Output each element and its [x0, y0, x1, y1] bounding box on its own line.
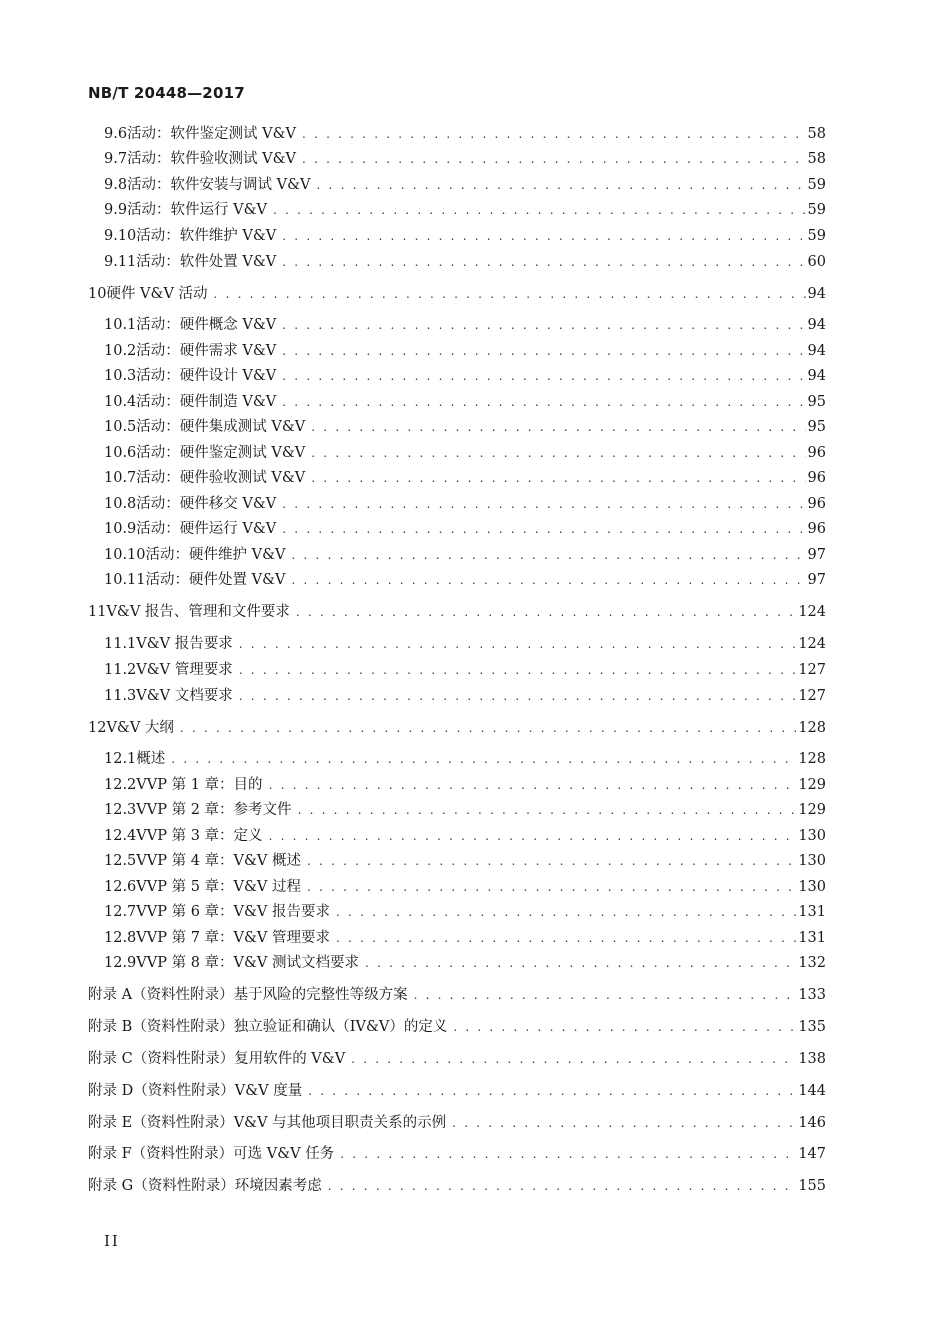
toc-leader-dots — [317, 175, 806, 195]
toc-entry[interactable] — [104, 200, 826, 220]
toc-entry-number: 附录 A（资料性附录） — [88, 987, 234, 1003]
toc-entry[interactable] — [88, 985, 826, 1005]
toc-entry-page: 59 — [807, 202, 826, 218]
toc-entry-number: 9.7 — [104, 151, 128, 167]
toc-leader-dots — [282, 226, 805, 246]
toc-entry[interactable] — [104, 252, 826, 272]
toc-entry-number: 12.9 — [104, 955, 137, 971]
toc-entry-title: 活动：软件处置 V&V — [136, 254, 277, 270]
toc-entry-title: V&V 管理要求 — [136, 662, 233, 678]
toc-entry-page: 138 — [798, 1051, 826, 1067]
toc-leader-dots — [269, 826, 797, 846]
toc-entry-number: 9.8 — [104, 177, 128, 193]
toc-entry-number: 11.3 — [104, 688, 137, 704]
toc-entry[interactable] — [104, 570, 826, 590]
toc-leader-dots — [307, 877, 796, 897]
toc-leader-dots — [453, 1017, 796, 1037]
toc-entry-page: 132 — [798, 955, 826, 971]
toc-entry[interactable] — [104, 660, 826, 680]
toc-entry-page: 96 — [807, 496, 826, 512]
toc-entry-title: 活动：软件安装与调试 V&V — [127, 177, 311, 193]
toc-entry-title: 概述 — [136, 751, 166, 767]
toc-entry-page: 94 — [807, 368, 826, 384]
toc-entry-title: 活动：硬件验收测试 V&V — [136, 470, 306, 486]
toc-entry-title: VVP 第 5 章：V&V 过程 — [136, 879, 302, 895]
toc-entry-number: 9.9 — [104, 202, 128, 218]
toc-entry-page: 97 — [807, 572, 826, 588]
toc-entry-title: 活动：硬件移交 V&V — [136, 496, 277, 512]
toc-entry[interactable] — [104, 545, 826, 565]
toc-entry[interactable] — [104, 877, 826, 897]
toc-leader-dots — [336, 902, 796, 922]
toc-entry-number: 10.3 — [104, 368, 137, 384]
toc-entry[interactable] — [104, 902, 826, 922]
toc-entry[interactable] — [104, 417, 826, 437]
toc-entry-title: 活动：硬件维护 V&V — [145, 547, 286, 563]
toc-entry-title: 活动：硬件运行 V&V — [136, 521, 277, 537]
toc-leader-dots — [282, 252, 805, 272]
toc-entry[interactable] — [88, 718, 826, 738]
toc-entry-title: 活动：软件鉴定测试 V&V — [127, 126, 297, 142]
toc-entry-page: 155 — [798, 1178, 826, 1194]
toc-entry-page: 130 — [798, 853, 826, 869]
toc-entry[interactable] — [104, 634, 826, 654]
toc-entry[interactable] — [104, 826, 826, 846]
toc-leader-dots — [302, 124, 806, 144]
toc-entry-number: 10.1 — [104, 317, 137, 333]
toc-entry[interactable] — [88, 1113, 826, 1133]
toc-entry-number: 12.2 — [104, 777, 137, 793]
toc-entry-title: V&V 与其他项目职责关系的示例 — [233, 1115, 447, 1131]
toc-entry-title: 复用软件的 V&V — [234, 1051, 346, 1067]
toc-leader-dots — [171, 749, 796, 769]
toc-leader-dots — [282, 494, 805, 514]
toc-entry-number: 附录 D（资料性附录） — [88, 1083, 235, 1099]
toc-entry-title: 活动：软件验收测试 V&V — [127, 151, 297, 167]
toc-entry[interactable] — [104, 366, 826, 386]
toc-entry[interactable] — [88, 1049, 826, 1069]
toc-entry[interactable] — [88, 602, 826, 622]
toc-entry-title: 独立验证和确认（IV&V）的定义 — [233, 1019, 448, 1035]
toc-entry[interactable] — [104, 775, 826, 795]
toc-entry-title: VVP 第 4 章：V&V 概述 — [136, 853, 302, 869]
toc-entry-title: V&V 报告、管理和文件要求 — [106, 604, 290, 620]
toc-entry-title: 活动：硬件集成测试 V&V — [136, 419, 306, 435]
toc-entry[interactable] — [104, 341, 826, 361]
toc-leader-dots — [239, 634, 797, 654]
toc-entry-title: 基于风险的完整性等级方案 — [233, 987, 408, 1003]
toc-entry[interactable] — [104, 315, 826, 335]
toc-entry-number: 9.10 — [104, 228, 137, 244]
toc-leader-dots — [239, 686, 797, 706]
toc-leader-dots — [239, 660, 797, 680]
toc-entry-number: 10.9 — [104, 521, 137, 537]
toc-leader-dots — [414, 985, 797, 1005]
toc-entry[interactable] — [104, 928, 826, 948]
toc-entry-page: 129 — [798, 802, 826, 818]
toc-entry-title: 活动：硬件处置 V&V — [145, 572, 286, 588]
toc-entry-number: 10.6 — [104, 445, 137, 461]
toc-entry-number: 12.6 — [104, 879, 137, 895]
toc-entry-number: 11 — [88, 604, 107, 620]
toc-entry-page: 128 — [798, 751, 826, 767]
toc-entry[interactable] — [88, 1144, 826, 1164]
toc-entry-number: 12 — [88, 720, 107, 736]
toc-entry-page: 58 — [807, 126, 826, 142]
toc-entry-number: 10.2 — [104, 343, 137, 359]
toc-leader-dots — [296, 602, 796, 622]
toc-leader-dots — [308, 1081, 796, 1101]
toc-entry-title: 活动：硬件概念 V&V — [136, 317, 277, 333]
toc-leader-dots — [307, 851, 796, 871]
toc-entry-number: 12.8 — [104, 930, 137, 946]
toc-entry-number: 附录 B（资料性附录） — [88, 1019, 234, 1035]
toc-entry-page: 59 — [807, 177, 826, 193]
toc-entry-number: 12.5 — [104, 853, 137, 869]
toc-entry-title: 活动：硬件设计 V&V — [136, 368, 277, 384]
toc-leader-dots — [269, 775, 797, 795]
toc-entry[interactable] — [104, 226, 826, 246]
toc-entry-number: 11.2 — [104, 662, 137, 678]
toc-entry-title: VVP 第 7 章：V&V 管理要求 — [136, 930, 331, 946]
toc-entry[interactable] — [104, 468, 826, 488]
toc-entry-title: V&V 度量 — [234, 1083, 303, 1099]
toc-entry-number: 10.7 — [104, 470, 137, 486]
toc-leader-dots — [365, 953, 796, 973]
toc-entry-title: 活动：硬件制造 V&V — [136, 394, 277, 410]
toc-entry-page: 130 — [798, 828, 826, 844]
toc-leader-dots — [298, 800, 797, 820]
toc-entry-page: 124 — [798, 604, 826, 620]
toc-entry-number: 附录 F（资料性附录） — [88, 1146, 234, 1162]
toc-entry-page: 147 — [798, 1146, 826, 1162]
toc-entry-title: 活动：软件运行 V&V — [127, 202, 268, 218]
toc-leader-dots — [291, 570, 805, 590]
toc-entry-number: 12.7 — [104, 904, 137, 920]
toc-leader-dots — [282, 315, 805, 335]
toc-entry-page: 124 — [798, 636, 826, 652]
toc-leader-dots — [311, 417, 805, 437]
toc-entry-page: 94 — [807, 317, 826, 333]
toc-entry-page: 95 — [807, 394, 826, 410]
toc-entry-page: 130 — [798, 879, 826, 895]
toc-entry[interactable] — [104, 443, 826, 463]
toc-entry-page: 133 — [798, 987, 826, 1003]
toc-leader-dots — [340, 1144, 796, 1164]
toc-entry-page: 131 — [798, 930, 826, 946]
toc-leader-dots — [282, 366, 805, 386]
toc-entry-title: VVP 第 6 章：V&V 报告要求 — [136, 904, 331, 920]
toc-leader-dots — [302, 149, 806, 169]
toc-entry[interactable] — [104, 749, 826, 769]
document-number-header: NB/T 20448—2017 — [88, 84, 245, 102]
toc-entry[interactable] — [88, 1017, 826, 1037]
toc-entry-number: 9.6 — [104, 126, 128, 142]
toc-entry[interactable] — [104, 519, 826, 539]
toc-entry-number: 10.10 — [104, 547, 146, 563]
toc-entry-page: 94 — [807, 343, 826, 359]
toc-entry-number: 10.8 — [104, 496, 137, 512]
toc-leader-dots — [336, 928, 796, 948]
toc-entry[interactable] — [104, 392, 826, 412]
toc-entry-title: 活动：硬件鉴定测试 V&V — [136, 445, 306, 461]
toc-leader-dots — [282, 519, 805, 539]
toc-entry-title: 活动：软件维护 V&V — [136, 228, 277, 244]
toc-leader-dots — [311, 443, 805, 463]
toc-entry-number: 10.5 — [104, 419, 137, 435]
toc-entry-page: 94 — [807, 286, 826, 302]
toc-entry-title: V&V 大纲 — [106, 720, 174, 736]
toc-entry-number: 10 — [88, 286, 107, 302]
toc-entry-title: VVP 第 8 章：V&V 测试文档要求 — [136, 955, 360, 971]
toc-entry[interactable] — [104, 124, 826, 144]
toc-entry-page: 96 — [807, 470, 826, 486]
toc-leader-dots — [282, 392, 805, 412]
toc-entry-number: 12.3 — [104, 802, 137, 818]
toc-entry-title: VVP 第 3 章：定义 — [136, 828, 263, 844]
toc-entry-page: 146 — [798, 1115, 826, 1131]
toc-entry-number: 12.1 — [104, 751, 137, 767]
page-number: II — [104, 1232, 120, 1250]
toc-leader-dots — [328, 1176, 797, 1196]
toc-leader-dots — [351, 1049, 796, 1069]
toc-entry[interactable] — [88, 1176, 826, 1196]
toc-entry-page: 97 — [807, 547, 826, 563]
toc-entry[interactable] — [104, 686, 826, 706]
toc-entry[interactable] — [104, 149, 826, 169]
toc-entry[interactable] — [104, 800, 826, 820]
toc-entry[interactable] — [88, 1081, 826, 1101]
toc-entry-page: 144 — [798, 1083, 826, 1099]
toc-entry-page: 96 — [807, 521, 826, 537]
toc-entry[interactable] — [104, 851, 826, 871]
toc-entry-title: 环境因素考虑 — [234, 1178, 322, 1194]
toc-entry-page: 96 — [807, 445, 826, 461]
toc-entry-page: 135 — [798, 1019, 826, 1035]
toc-entry-title: VVP 第 2 章：参考文件 — [136, 802, 292, 818]
toc-entry-page: 60 — [807, 254, 826, 270]
toc-leader-dots — [273, 200, 806, 220]
toc-entry-title: VVP 第 1 章：目的 — [136, 777, 263, 793]
toc-entry-title: 活动：硬件需求 V&V — [136, 343, 277, 359]
toc-entry-page: 58 — [807, 151, 826, 167]
toc-entry-page: 128 — [798, 720, 826, 736]
toc-leader-dots — [452, 1113, 796, 1133]
toc-entry-number: 附录 G（资料性附录） — [88, 1178, 235, 1194]
toc-entry-number: 12.4 — [104, 828, 137, 844]
toc-entry-title: 硬件 V&V 活动 — [106, 286, 208, 302]
toc-entry-page: 95 — [807, 419, 826, 435]
toc-entry-number: 附录 E（资料性附录） — [88, 1115, 234, 1131]
toc-leader-dots — [311, 468, 805, 488]
toc-entry-page: 129 — [798, 777, 826, 793]
toc-entry-title: 可选 V&V 任务 — [233, 1146, 335, 1162]
toc-leader-dots — [180, 718, 796, 738]
toc-entry-number: 10.4 — [104, 394, 137, 410]
toc-entry-number: 附录 C（资料性附录） — [88, 1051, 235, 1067]
toc-entry-title: V&V 文档要求 — [136, 688, 233, 704]
toc-entry[interactable] — [104, 175, 826, 195]
toc-entry-number: 11.1 — [104, 636, 137, 652]
toc-entry[interactable] — [104, 494, 826, 514]
toc-entry-title: V&V 报告要求 — [136, 636, 233, 652]
toc-entry-page: 59 — [807, 228, 826, 244]
toc-entry-page: 127 — [798, 688, 826, 704]
toc-leader-dots — [282, 341, 805, 361]
toc-entry[interactable] — [88, 284, 826, 304]
toc-entry-number: 9.11 — [104, 254, 137, 270]
toc-entry-number: 10.11 — [104, 572, 146, 588]
toc-entry-page: 131 — [798, 904, 826, 920]
toc-leader-dots — [214, 284, 806, 304]
toc-entry-page: 127 — [798, 662, 826, 678]
toc-leader-dots — [291, 545, 805, 565]
toc-entry[interactable] — [104, 953, 826, 973]
